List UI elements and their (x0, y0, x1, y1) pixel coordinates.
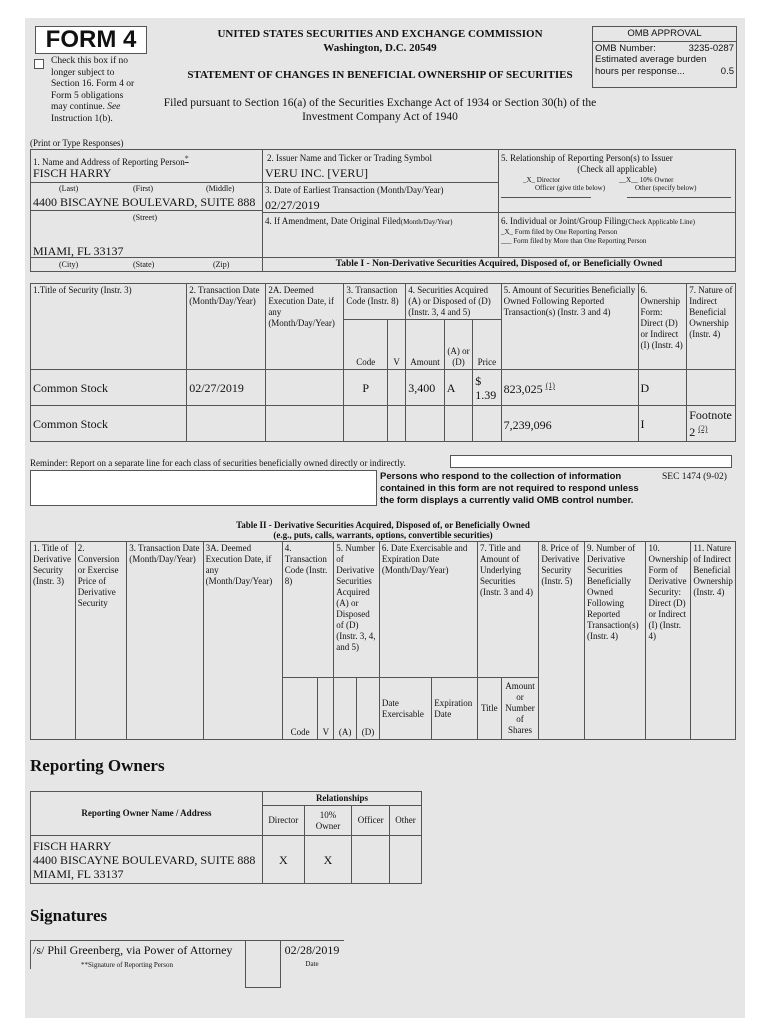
t1-h-acquired: 4. Securities Acquired (A) or Disposed of (D) (Instr. 3, 4 and 5) (406, 284, 501, 320)
filing-more[interactable]: ___ Form filed by More than One Reporting Person (501, 237, 647, 245)
relationship-ten-pct[interactable]: __X__ 10% Owner (619, 176, 674, 184)
signature-value: /s/ Phil Greenberg, via Power of Attorney (33, 943, 233, 957)
info-block (30, 149, 736, 272)
t1-h-v: V (388, 320, 406, 370)
table2-title: Table II - Derivative Securities Acquired, Disposed of, or Beneficially Owned (236, 520, 530, 530)
omb-burden-label: Estimated average burden (595, 54, 707, 65)
street-label: (Street) (133, 213, 157, 222)
ro-h-ten-pct: 10% Owner (304, 806, 352, 836)
form-title: FORM 4 (35, 26, 147, 54)
t2-h-price: 2. Conversion or Exercise Price of Derivative Security (75, 542, 126, 740)
t1-r1-amount (406, 406, 445, 442)
t1-r0-owned: 823,025 (503, 382, 543, 396)
t1-r0-aord: A (444, 370, 472, 406)
t1-r0-owned-fn[interactable]: (1) (545, 381, 555, 390)
street-value: 4400 BISCAYNE BOULEVARD, SUITE 888 (33, 195, 256, 209)
signature-date-label: Date (305, 960, 319, 968)
relationship-director[interactable]: _X_ Director (523, 176, 561, 184)
sec-code: SEC 1474 (9-02) (662, 472, 727, 482)
reporting-owners-table (30, 791, 422, 884)
checkbox-note-see: See (107, 102, 121, 112)
form-page (25, 18, 745, 1018)
t2-h-v: V (318, 678, 334, 740)
t1-r1-owned: 7,239,096 (503, 418, 552, 432)
t1-r1-code (344, 406, 388, 442)
t2-h-code: 4. Transaction Code (Instr. 8) (282, 542, 333, 678)
t2-h-date-ex: Date Exercisable (379, 678, 431, 740)
ro-r0-other (390, 836, 422, 884)
t1-r0-deemed (266, 370, 344, 406)
filing-one[interactable]: _X_ Form filed by One Reporting Person (501, 228, 618, 236)
t1-r1-title: Common Stock (31, 406, 187, 442)
table1 (30, 283, 736, 442)
t2-h-date: 3. Transaction Date (Month/Day/Year) (127, 542, 203, 740)
ro-h-director: Director (262, 806, 304, 836)
t1-r0-price: $ 1.39 (473, 370, 501, 406)
reminder-bar (450, 455, 732, 468)
reporting-person-name: FISCH HARRY (33, 166, 112, 180)
last-label: (Last) (59, 184, 79, 193)
omb-hours-label: hours per response... (595, 65, 685, 77)
t1-r0-code: P (344, 370, 388, 406)
signature-cell (30, 940, 245, 969)
t2-h-nature: 11. Nature of Indirect Beneficial Ownership (Instr. 4) (691, 542, 736, 740)
omb-hours-value: 0.5 (720, 65, 734, 77)
t1-h-price: Price (473, 320, 501, 370)
date-cell (280, 940, 344, 969)
signature-spacer (245, 940, 281, 988)
checkbox-note-text: Check this box if no longer subject to Section 16. Form 4 or Form 5 obligations may continue. (51, 56, 135, 112)
reporting-owners-heading: Reporting Owners (30, 756, 165, 775)
omb-approval-box (592, 26, 737, 88)
t2-h-owned: 9. Number of Derivative Securities Beneficially Owned Following Reported Transaction(s) (Instr. 4) (585, 542, 646, 740)
t2-h-amount: Amount or Number of Shares (501, 678, 539, 740)
relationship-officer[interactable]: Officer (give title below) (535, 184, 606, 192)
reminder-text: Reminder: Report on a separate line for each class of securities beneficially owned directly or indirectly. (30, 458, 406, 468)
reminder-box (30, 470, 377, 506)
reporting-person-mark: * (184, 154, 189, 163)
signature-mark: ** (81, 961, 88, 969)
t2-h-code-sub: Code (282, 678, 318, 740)
t1-h-aord: (A) or (D) (444, 320, 472, 370)
table-row (31, 406, 736, 442)
statement-title: STATEMENT OF CHANGES IN BENEFICIAL OWNERSHIP OF SECURITIES (187, 69, 573, 81)
first-label: (First) (133, 184, 153, 193)
relationship-other[interactable]: Other (specify below) (635, 184, 697, 192)
ro-r0-line3: MIAMI, FL 33137 (33, 866, 124, 881)
zip-label: (Zip) (213, 260, 230, 269)
state-label: (State) (133, 260, 155, 269)
table2-subtitle: (e.g., puts, calls, warrants, options, convertible securities) (273, 530, 493, 540)
ro-h-name: Reporting Owner Name / Address (31, 792, 263, 836)
checkbox-note-instr: Instruction 1(b). (51, 113, 113, 124)
t2-h-exp: Expiration Date (432, 678, 478, 740)
t1-h-deemed: 2A. Deemed Execution Date, if any (Month/Day/Year) (266, 284, 344, 370)
agency-location: Washington, D.C. 20549 (323, 42, 437, 54)
ro-r0-officer (352, 836, 390, 884)
filed-pursuant: Filed pursuant to Section 16(a) of the Securities Exchange Act of 1934 or Section 30(h) of the Investment Company Act of 1940 (163, 97, 597, 123)
t2-h-title-sub: Title (477, 678, 501, 740)
earliest-date-value: 02/27/2019 (265, 198, 320, 212)
t1-h-form: 6. Ownership Form: Direct (D) or Indirect (I) (Instr. 4) (638, 284, 687, 370)
t1-h-code: 3. Transaction Code (Instr. 8) (344, 284, 406, 320)
omb-number-label: OMB Number: (595, 42, 656, 54)
t1-r1-deemed (266, 406, 344, 442)
signatures-heading: Signatures (30, 906, 108, 925)
t1-r1-nature-fn[interactable]: (2) (698, 424, 708, 433)
t2-h-title: 1. Title of Derivative Security (Instr. 3) (31, 542, 76, 740)
t1-r1-v (388, 406, 406, 442)
table-row (31, 370, 736, 406)
t2-h-exercisable: 6. Date Exercisable and Expiration Date (Month/Day/Year) (379, 542, 477, 678)
no-longer-subject-checkbox[interactable] (34, 59, 44, 69)
t1-r0-v (388, 370, 406, 406)
t1-h-owned: 5. Amount of Securities Beneficially Owned Following Reported Transaction(s) (Instr. 3 and 4) (501, 284, 638, 370)
table2 (30, 541, 736, 740)
filing-label-sub: (Check Applicable Line) (625, 218, 695, 226)
agency-name: UNITED STATES SECURITIES AND EXCHANGE COMMISSION (217, 28, 543, 40)
t1-r1-date (187, 406, 266, 442)
relationship-sub: (Check all applicable) (577, 164, 657, 174)
table1-title: Table I - Non-Derivative Securities Acquired, Disposed of, or Beneficially Owned (335, 259, 663, 269)
table-row (31, 836, 422, 884)
ro-h-other: Other (390, 806, 422, 836)
t1-r0-date: 02/27/2019 (187, 370, 266, 406)
omb-title: OMB APPROVAL (593, 27, 736, 42)
t2-h-a: (A) (334, 678, 357, 740)
t1-r1-nature: Footnote 2 (689, 408, 732, 439)
ro-h-relationships: Relationships (262, 792, 421, 806)
t1-r1-form: I (638, 406, 687, 442)
checkbox-note (51, 56, 141, 125)
amendment-label: 4. If Amendment, Date Original Filed (265, 216, 401, 226)
t1-r0-form: D (638, 370, 687, 406)
city-label: (City) (59, 260, 79, 269)
t2-h-d: (D) (357, 678, 380, 740)
ro-h-officer: Officer (352, 806, 390, 836)
t1-h-title: 1.Title of Security (Instr. 3) (31, 284, 187, 370)
t1-h-nature: 7. Nature of Indirect Beneficial Ownership (Instr. 4) (687, 284, 736, 370)
t1-h-code-sub: Code (344, 320, 388, 370)
t2-h-underlying: 7. Title and Amount of Underlying Securities (Instr. 3 and 4) (477, 542, 538, 678)
t2-h-deemed: 3A. Deemed Execution Date, if any (Month/Day/Year) (203, 542, 282, 740)
t1-h-amount: Amount (406, 320, 445, 370)
issuer-value: VERU INC. [VERU] (265, 166, 368, 180)
relationship-label: 5. Relationship of Reporting Person(s) to Issuer (501, 153, 673, 163)
t2-h-deriv-price: 8. Price of Derivative Security (Instr. 5) (539, 542, 585, 740)
omb-number-value: 3235-0287 (688, 42, 734, 54)
t1-r1-aord (444, 406, 472, 442)
t2-h-number: 5. Number of Derivative Securities Acquired (A) or Disposed of (D) (Instr. 3, 4, and 5) (334, 542, 380, 678)
earliest-date-label: 3. Date of Earliest Transaction (Month/Day/Year) (265, 185, 444, 195)
t1-h-date: 2. Transaction Date (Month/Day/Year) (187, 284, 266, 370)
filing-label: 6. Individual or Joint/Group Filing (501, 216, 626, 226)
t1-r1-price (473, 406, 501, 442)
t1-r0-amount: 3,400 (406, 370, 445, 406)
ro-r0-ten-pct: X (304, 836, 352, 884)
ro-r0-director: X (262, 836, 304, 884)
ro-r0-line2: 4400 BISCAYNE BOULEVARD, SUITE 888 (33, 852, 256, 867)
print-note: (Print or Type Responses) (30, 138, 124, 148)
middle-label: (Middle) (206, 184, 235, 193)
reporting-person-label: 1. Name and Address of Reporting Person (33, 157, 185, 167)
issuer-label: 2. Issuer Name and Ticker or Trading Symbol (267, 153, 432, 163)
persons-text: Persons who respond to the collection of information contained in this form are not required to respond unless the form displays a currently valid OMB control number. (380, 471, 639, 506)
ro-r0-line1: FISCH HARRY (33, 838, 112, 853)
amendment-sub: (Month/Day/Year) (400, 218, 453, 226)
city-value: MIAMI, FL 33137 (33, 244, 124, 258)
t2-h-form: 10. Ownership Form of Derivative Security: Direct (D) or Indirect (I) (Instr. 4) (646, 542, 691, 740)
signature-label: Signature of Reporting Person (88, 961, 173, 969)
signature-date: 02/28/2019 (284, 943, 340, 957)
t1-r0-title: Common Stock (31, 370, 187, 406)
